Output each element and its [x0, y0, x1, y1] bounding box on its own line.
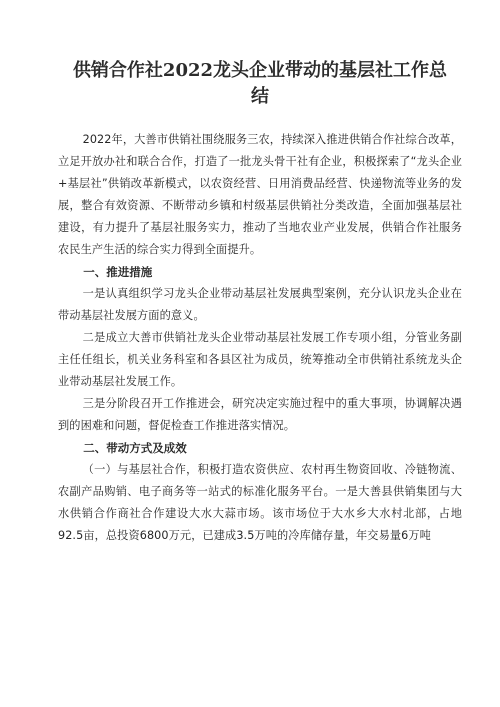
section-1-paragraph-2: 二是成立大善市供销社龙头企业带动基层社发展工作专项小组，分管业务副主任任组长，机关业务科室和各县区社为成员，统筹推动全市供销社系统龙头企业带动基层社发展工作。: [58, 331, 462, 388]
document-title: 供销合作社2022龙头企业带动的基层社工作总结: [72, 60, 448, 107]
section-1-paragraph-3: 三是分阶段召开工作推进会，研究决定实施过程中的重大事项，协调解决遇到的困难和问题，督促检查工作推进落实情况。: [58, 397, 462, 432]
section-2-paragraph-1: （一）与基层社合作，积极打造农资供应、农村再生物资回收、冷链物流、农副产品购销、电子商务等一站式的标准化服务平台。一是大善县供销集团与大水供销合作商社合作建设大水大蒜市场。该市场位于大水乡大水村北部，占地92.5亩，总投资6800万元，已建成3.5万吨的冷库储存量，年交易量6万吨: [58, 463, 462, 542]
section-1-paragraph-1: 一是认真组织学习龙头企业带动基层社发展典型案例，充分认识龙头企业在带动基层社发展方面的意义。: [58, 287, 462, 322]
section-1-heading: 一、推进措施: [83, 265, 153, 279]
section-2-heading: 二、带动方式及成效: [83, 441, 187, 455]
intro-paragraph: 2022年，大善市供销社围绕服务三农，持续深入推进供销合作社综合改革，立足开放办社和联合合作，打造了一批龙头骨干社有企业，积极探索了“龙头企业+基层社”供销改革新模式，以农资经营、日用消费品经营、快递物流等业务的发展，整合有效资源、不断带动乡镇和村级基层供销社分类改造，全面加强基层社建设，有力提升了基层社服务实力，推动了当地农业产业发展，供销合作社服务农民生产生活的综合实力得到全面提升。: [58, 133, 462, 256]
